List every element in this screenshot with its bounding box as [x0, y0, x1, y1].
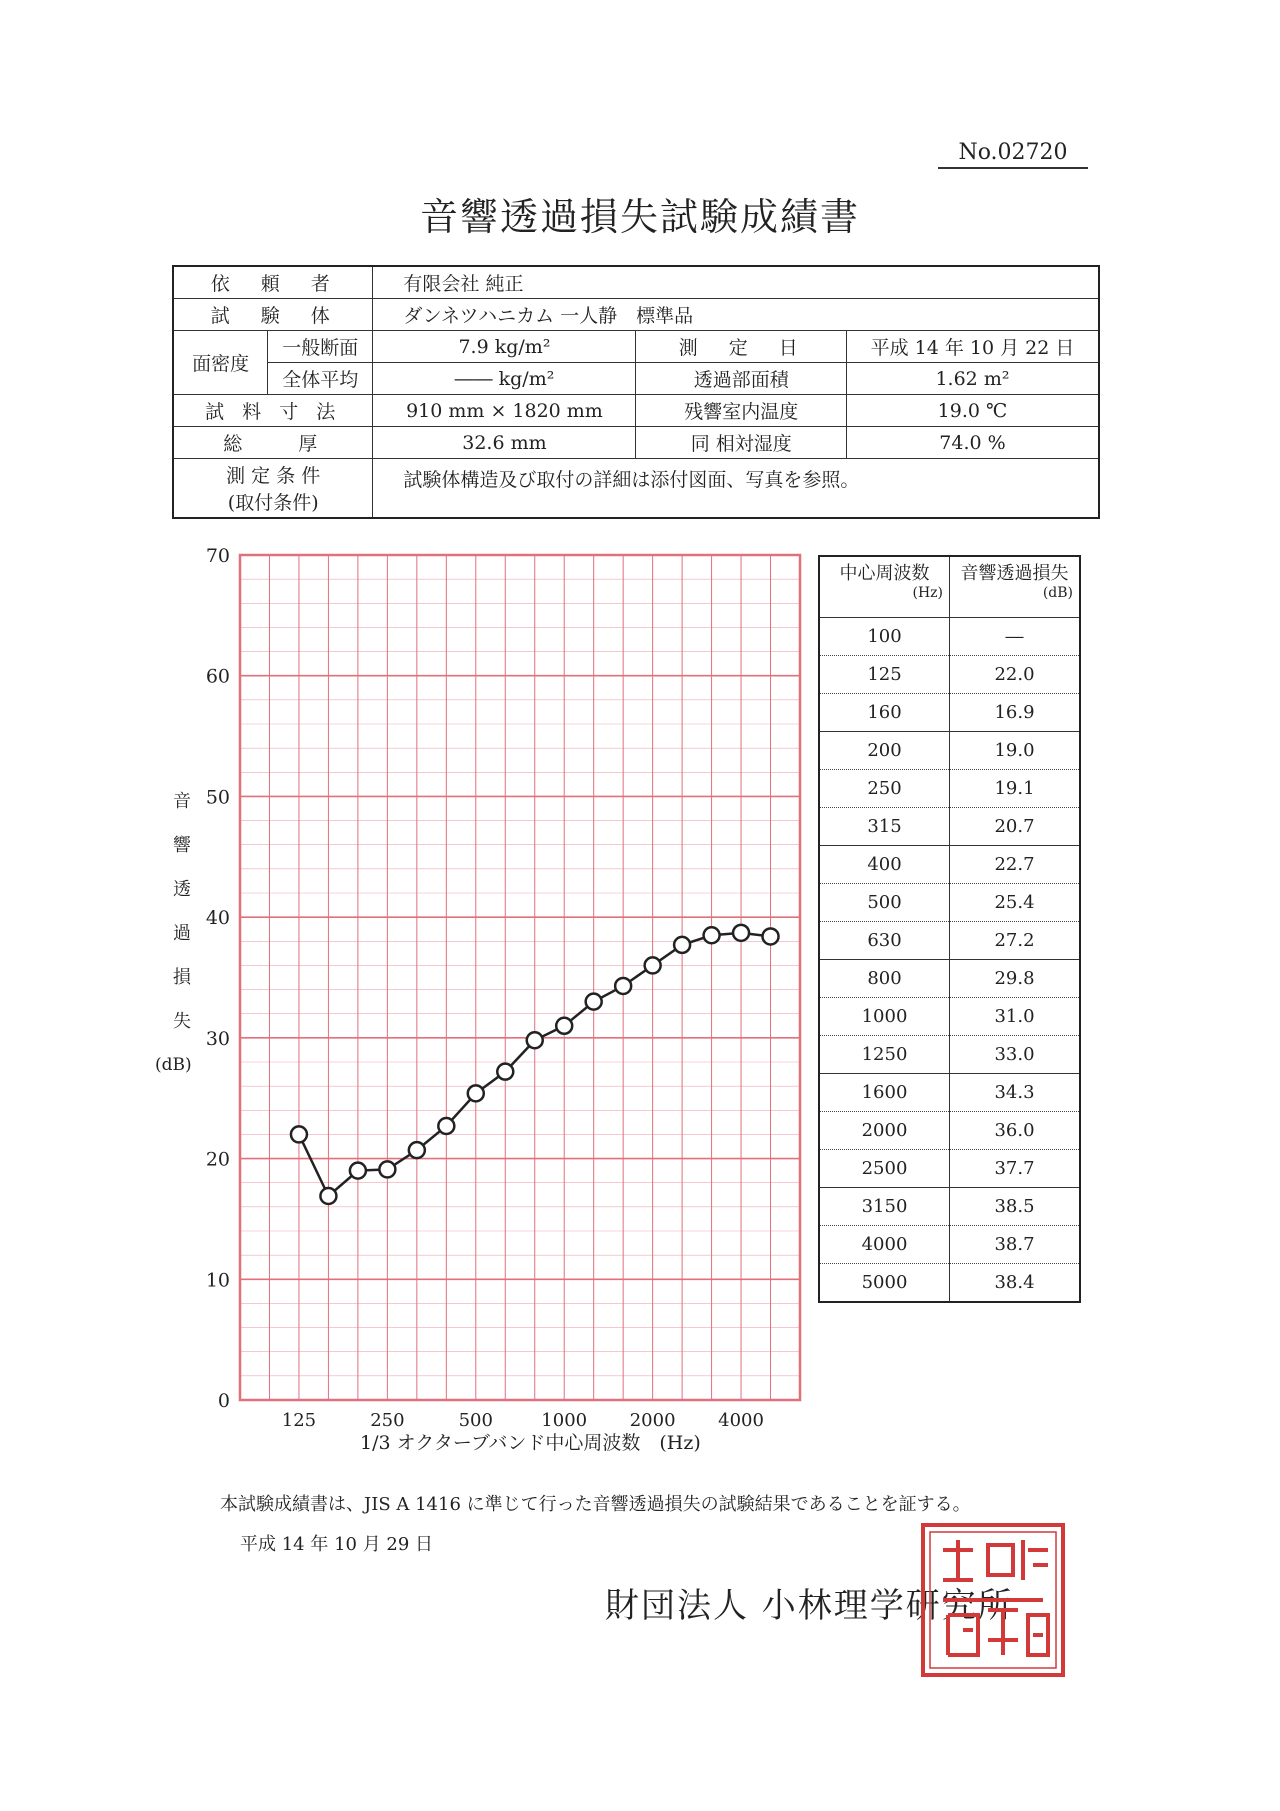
data-point — [468, 1085, 484, 1101]
y-axis-label — [170, 780, 194, 1044]
document-number: No.02720 — [938, 140, 1088, 169]
tl-cell: 25.4 — [950, 884, 1081, 922]
data-point — [763, 928, 779, 944]
data-point — [586, 994, 602, 1010]
table-row — [819, 1264, 1080, 1303]
data-point — [350, 1163, 366, 1179]
data-point — [645, 957, 661, 973]
data-point — [674, 937, 690, 953]
x-tick-label: 125 — [281, 1410, 317, 1431]
data-point — [615, 978, 631, 994]
data-point — [291, 1126, 307, 1142]
transmission-loss-chart — [130, 540, 820, 1460]
freq-cell: 3150 — [819, 1188, 950, 1226]
x-tick-label: 250 — [370, 1410, 405, 1431]
tl-cell: 37.7 — [950, 1150, 1081, 1188]
x-tick-label: 1000 — [541, 1410, 588, 1431]
specimen-value: ダンネツハニカム 一人静 標準品 — [373, 299, 1099, 331]
freq-cell: 5000 — [819, 1264, 950, 1303]
tl-header-cell — [950, 556, 1081, 618]
plot-frame — [240, 555, 800, 1400]
table-row — [819, 1188, 1080, 1226]
conditions-label-cell — [173, 459, 373, 519]
client-label: 依 頼 者 — [173, 266, 373, 299]
freq-cell: 1600 — [819, 1074, 950, 1112]
table-row — [819, 732, 1080, 770]
y-tick-label: 0 — [217, 1390, 230, 1412]
general-section-value: 7.9 kg/m² — [373, 331, 636, 363]
table-row — [819, 770, 1080, 808]
conditions-sublabel: (取付条件) — [227, 492, 319, 514]
data-point — [556, 1018, 572, 1034]
tl-cell: 22.7 — [950, 846, 1081, 884]
table-row — [819, 884, 1080, 922]
y-axis-label-char: 損 — [173, 967, 191, 988]
y-tick-label: 70 — [205, 545, 230, 567]
data-point — [409, 1142, 425, 1158]
conditions-value: 試験体構造及び取付の詳細は添付図面、写真を参照。 — [373, 459, 1099, 519]
y-axis-label-char: 透 — [173, 879, 191, 900]
tl-cell: 38.5 — [950, 1188, 1081, 1226]
official-seal — [918, 1520, 1068, 1680]
table-row — [819, 1150, 1080, 1188]
freq-cell: 500 — [819, 884, 950, 922]
organization-name: 財団法人 小林理学研究所 — [605, 1586, 1014, 1626]
freq-cell: 315 — [819, 808, 950, 846]
tl-unit: (dB) — [1042, 585, 1073, 601]
data-point — [438, 1118, 454, 1134]
results-table — [818, 555, 1081, 1303]
y-tick-label: 60 — [205, 665, 230, 688]
measure-date-label: 測 定 日 — [636, 331, 846, 363]
y-axis-label-char: 失 — [173, 1011, 191, 1032]
y-axis-unit: (dB) — [155, 1055, 192, 1075]
data-point — [704, 927, 720, 943]
measure-date-value: 平成 14 年 10 月 22 日 — [846, 331, 1099, 363]
data-point — [527, 1032, 543, 1048]
tl-cell: 20.7 — [950, 808, 1081, 846]
tl-cell: 29.8 — [950, 960, 1081, 998]
x-axis-label: 1/3 オクターブバンド中心周波数 (Hz) — [360, 1432, 701, 1454]
freq-cell: 100 — [819, 618, 950, 656]
freq-cell: 125 — [819, 656, 950, 694]
trans-area-label: 透過部面積 — [636, 363, 846, 395]
certification-text: 本試験成績書は、JIS A 1416 に準じて行った音響透過損失の試験結果であることを証する。 — [220, 1494, 971, 1515]
sample-size-label: 試 料 寸 法 — [173, 395, 373, 427]
table-row — [819, 998, 1080, 1036]
overall-avg-value: ―― kg/m² — [373, 363, 636, 395]
freq-cell: 400 — [819, 846, 950, 884]
table-row — [819, 694, 1080, 732]
humidity-value: 74.0 % — [846, 427, 1099, 459]
surface-density-label: 面密度 — [173, 331, 268, 395]
sample-size-value: 910 mm × 1820 mm — [373, 395, 636, 427]
table-row — [819, 846, 1080, 884]
table-row — [819, 960, 1080, 998]
conditions-label: 測 定 条 件 — [226, 465, 321, 487]
x-tick-label: 4000 — [718, 1410, 764, 1431]
table-row — [819, 1074, 1080, 1112]
humidity-label: 同 相対湿度 — [636, 427, 846, 459]
tl-cell: 34.3 — [950, 1074, 1081, 1112]
freq-cell: 250 — [819, 770, 950, 808]
table-row — [819, 656, 1080, 694]
tl-cell: 38.4 — [950, 1264, 1081, 1303]
thickness-label: 総 厚 — [173, 427, 373, 459]
info-table — [172, 265, 1100, 519]
y-tick-label: 40 — [205, 907, 230, 930]
data-point — [320, 1188, 336, 1204]
freq-cell: 1250 — [819, 1036, 950, 1074]
x-tick-label: 500 — [458, 1410, 493, 1431]
general-section-label: 一般断面 — [268, 331, 373, 363]
client-value: 有限会社 純正 — [373, 266, 1099, 299]
y-axis-label-char: 音 — [173, 791, 191, 812]
tl-cell: ― — [950, 618, 1081, 656]
y-tick-label: 10 — [205, 1269, 230, 1292]
tl-cell: 19.1 — [950, 770, 1081, 808]
tl-cell: 38.7 — [950, 1226, 1081, 1264]
y-tick-label: 50 — [205, 786, 230, 809]
freq-cell: 4000 — [819, 1226, 950, 1264]
freq-header-cell — [819, 556, 950, 618]
page-title: 音響透過損失試験成績書 — [419, 195, 860, 239]
freq-cell: 1000 — [819, 998, 950, 1036]
issue-date: 平成 14 年 10 月 29 日 — [240, 1534, 434, 1555]
freq-cell: 160 — [819, 694, 950, 732]
table-row — [819, 1226, 1080, 1264]
freq-unit: (Hz) — [912, 585, 943, 601]
freq-cell: 800 — [819, 960, 950, 998]
table-row — [819, 808, 1080, 846]
tl-cell: 33.0 — [950, 1036, 1081, 1074]
overall-avg-label: 全体平均 — [268, 363, 373, 395]
freq-cell: 630 — [819, 922, 950, 960]
table-row — [819, 1036, 1080, 1074]
tl-cell: 36.0 — [950, 1112, 1081, 1150]
table-row — [819, 618, 1080, 656]
data-point — [497, 1064, 513, 1080]
reverb-temp-value: 19.0 ℃ — [846, 395, 1099, 427]
freq-cell: 200 — [819, 732, 950, 770]
reverb-temp-label: 残響室内温度 — [636, 395, 846, 427]
y-tick-label: 20 — [205, 1148, 230, 1171]
table-row — [819, 1112, 1080, 1150]
y-axis-label-char: 過 — [173, 923, 191, 944]
tl-cell: 16.9 — [950, 694, 1081, 732]
trans-area-value: 1.62 m² — [846, 363, 1099, 395]
specimen-label: 試 験 体 — [173, 299, 373, 331]
y-tick-label: 30 — [205, 1027, 230, 1050]
seal-glyphs — [943, 1540, 1048, 1655]
data-point — [379, 1161, 395, 1177]
x-tick-label: 2000 — [629, 1410, 676, 1431]
tl-cell: 22.0 — [950, 656, 1081, 694]
freq-header: 中心周波数 — [839, 563, 930, 584]
table-row — [819, 922, 1080, 960]
tl-cell: 19.0 — [950, 732, 1081, 770]
tl-header: 音響透過損失 — [960, 563, 1069, 584]
tl-cell: 31.0 — [950, 998, 1081, 1036]
y-axis-label-char: 響 — [173, 835, 191, 856]
freq-cell: 2000 — [819, 1112, 950, 1150]
freq-cell: 2500 — [819, 1150, 950, 1188]
tl-cell: 27.2 — [950, 922, 1081, 960]
thickness-value: 32.6 mm — [373, 427, 636, 459]
data-point — [733, 925, 749, 941]
